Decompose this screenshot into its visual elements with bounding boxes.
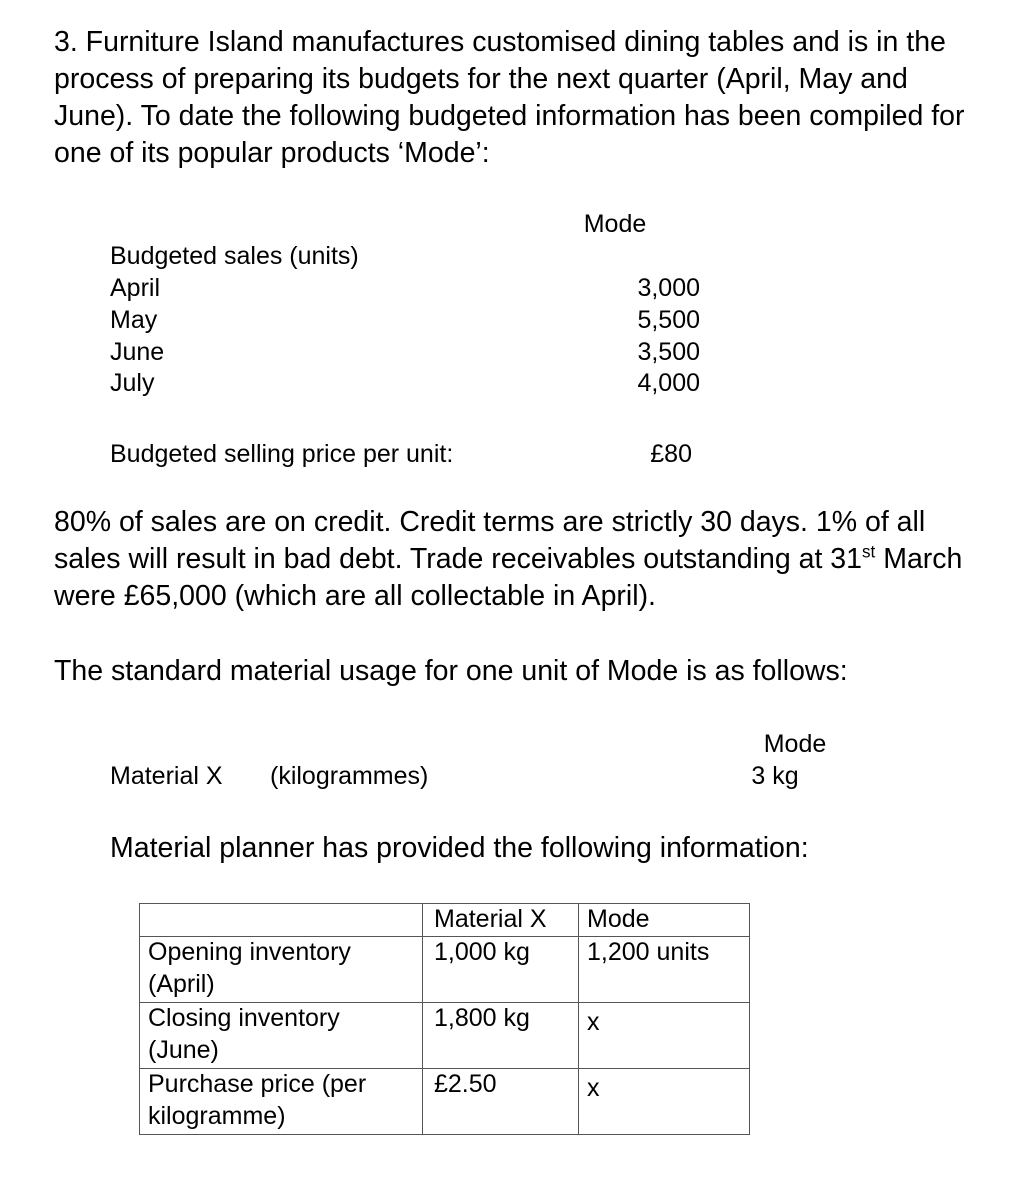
usage-column-header: Mode: [763, 730, 827, 758]
row-label-purchase-price: Purchase price (per kilogramme): [140, 1069, 423, 1135]
usage-paragraph: The standard material usage for one unit of Mode is as follows:: [54, 655, 848, 687]
credit-text-end: March were £65,000 (which are all collectable in April).: [54, 543, 963, 612]
sales-units-june: 3,500: [637, 338, 700, 366]
closing-inventory-mode: x: [579, 1003, 750, 1069]
question-intro: 3. Furniture Island manufactures customised dining tables and is in the process of preparing its budgets for the next quarter (April, May and June). To date the following budgeted information has been compiled for one of its popular products ‘Mode’:: [54, 26, 965, 169]
usage-unit-label: (kilogrammes): [270, 762, 429, 790]
table-header-row: [140, 904, 750, 937]
sales-month-may: May: [110, 306, 158, 334]
usage-value: 3 kg: [751, 762, 799, 790]
opening-inventory-mode: 1,200 units: [579, 937, 750, 1003]
sales-section-label: Budgeted sales (units): [110, 242, 359, 270]
planner-paragraph: Material planner has provided the following information:: [110, 832, 809, 864]
table-row: [140, 1003, 750, 1069]
inventory-table: [139, 903, 750, 1135]
table-header-empty: [140, 904, 423, 937]
sales-column-header: Mode: [583, 210, 647, 238]
sales-month-june: June: [110, 338, 165, 366]
table-row: [140, 1069, 750, 1135]
selling-price-value: £80: [650, 440, 692, 468]
credit-terms-paragraph: [54, 504, 974, 615]
sales-units-may: 5,500: [637, 306, 700, 334]
purchase-price-material-x: £2.50: [423, 1069, 579, 1135]
selling-price-label: Budgeted selling price per unit:: [110, 440, 454, 468]
row-label-opening-inventory: Opening inventory (April): [140, 937, 423, 1003]
closing-inventory-material-x: 1,800 kg: [423, 1003, 579, 1069]
sales-units-april: 3,000: [637, 274, 700, 302]
usage-material-label: Material X: [110, 762, 223, 790]
sales-month-april: April: [110, 274, 161, 302]
credit-text-main: 80% of sales are on credit. Credit terms are strictly 30 days. 1% of all sales will result in bad debt. Trade receivables outstanding at 31: [54, 506, 926, 575]
ordinal-suffix: st: [861, 542, 876, 562]
table-row: [140, 937, 750, 1003]
table-header-mode: Mode: [579, 904, 750, 937]
purchase-price-mode: x: [579, 1069, 750, 1135]
opening-inventory-material-x: 1,000 kg: [423, 937, 579, 1003]
table-header-material-x: Material X: [423, 904, 579, 937]
sales-month-july: July: [110, 369, 155, 397]
sales-units-july: 4,000: [637, 369, 700, 397]
row-label-closing-inventory: Closing inventory (June): [140, 1003, 423, 1069]
